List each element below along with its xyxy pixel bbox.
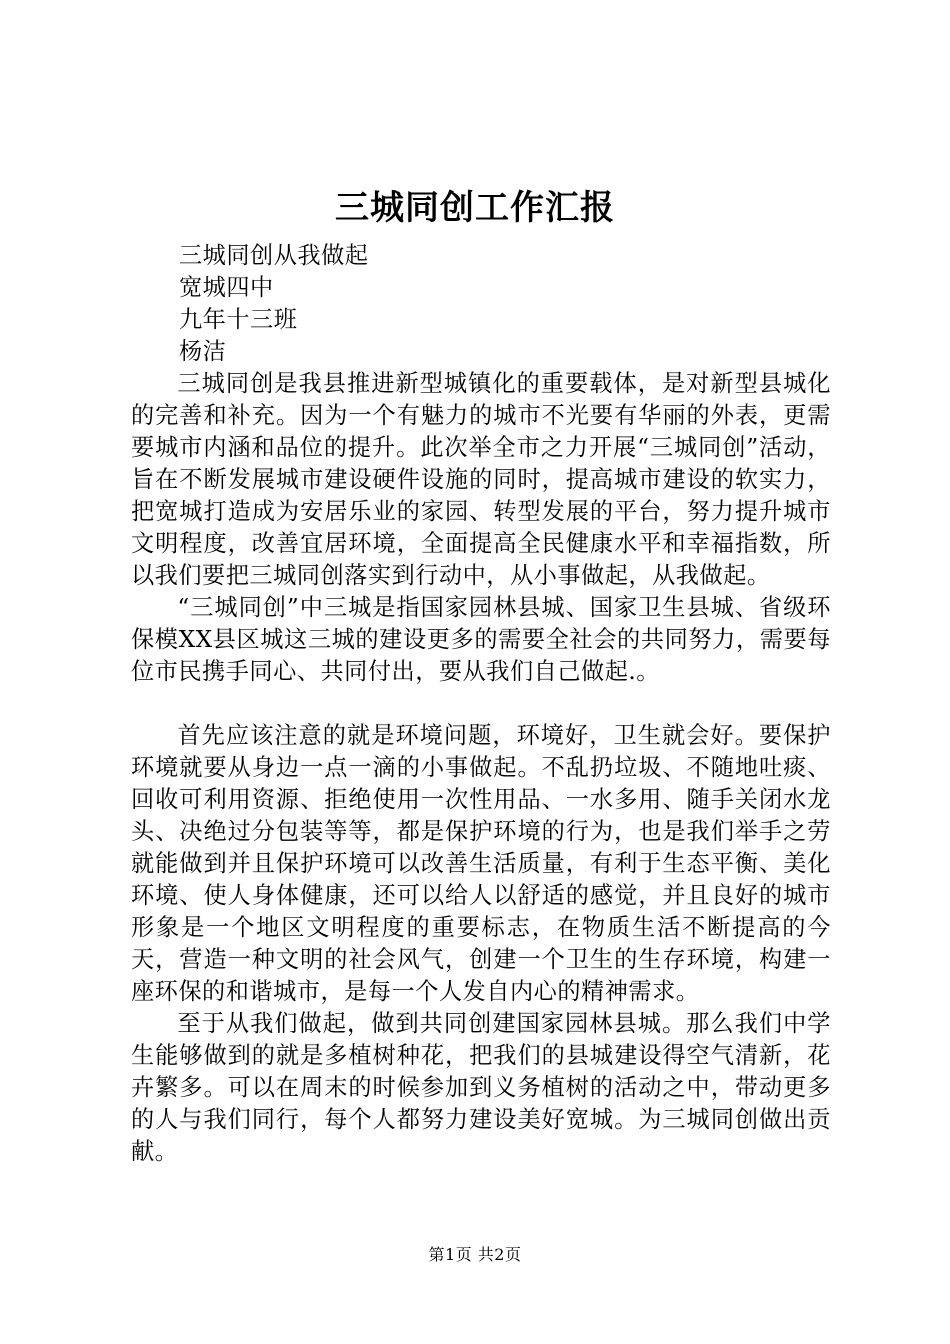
paragraph-intro: 三城同创是我县推进新型城镇化的重要载体，是对新型县城化的完善和补充。因为一个有魅力的城市不光要有华丽的外表，更需要城市内涵和品位的提升。此次举全市之力开展“三城同创”活动，旨在不断发展城市建设硬件设施的同时，提高城市建设的软实力，把宽城打造成为安居乐业的家园、转型发展的平台，努力提升城市文明程度，改善宜居环境，全面提高全民健康水平和幸福指数，所以我们要把三城同创落实到行动中，从小事做起，从我做起。 <box>131 370 831 589</box>
class-name: 九年十三班 <box>179 306 298 333</box>
school-name: 宽城四中 <box>179 274 274 301</box>
document-subtitle: 三城同创从我做起 <box>179 242 369 269</box>
paragraph-action: 至于从我们做起，做到共同创建国家园林县城。那么我们中学生能够做到的就是多植树种花，把我们的县城建设得空气清新，花卉繁多。可以在周末的时候参加到义务植树的活动之中，带动更多的人与我们同行，每个人都努力建设美好宽城。为三城同创做出贡献。 <box>131 1010 831 1165</box>
document-title: 三城同创工作汇报 <box>335 188 615 228</box>
author-name: 杨洁 <box>179 338 227 365</box>
paragraph-environment: 首先应该注意的就是环境问题，环境好，卫生就会好。要保护环境就要从身边一点一滴的小事做起。不乱扔垃圾、不随地吐痰、回收可利用资源、拒绝使用一次性用品、一水多用、随手关闭水龙头、决绝过分包装等等，都是保护环境的行为，也是我们举手之劳就能做到并且保护环境可以改善生活质量，有利于生态平衡、美化环境、使人身体健康，还可以给人以舒适的感觉，并且良好的城市形象是一个地区文明程度的重要标志，在物质生活不断提高的今天，营造一种文明的社会风气，创建一个卫生的生存环境，构建一座环保的和谐城市，是每一个人发自内心的精神需求。 <box>131 722 831 1005</box>
page-number: 第1页 共2页 <box>428 1245 522 1264</box>
document-body <box>131 240 831 1168</box>
paragraph-spacer <box>131 688 831 720</box>
paragraph-three-cities: “三城同创”中三城是指国家园林县城、国家卫生县城、省级环保模XX县区城这三城的建设更多的需要全社会的共同努力，需要每位市民携手同心、共同付出，要从我们自己做起.。 <box>131 594 831 685</box>
